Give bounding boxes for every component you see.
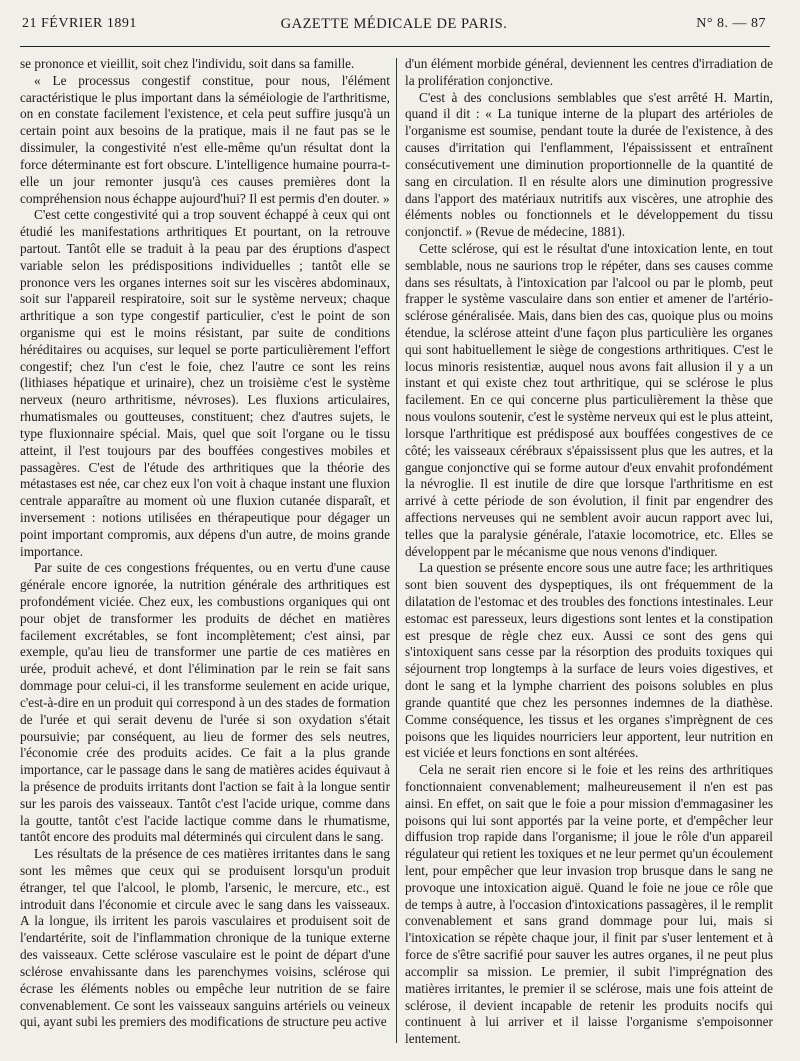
- header-issue-number: N° 8. — 87: [696, 16, 766, 31]
- page-header: [22, 12, 766, 40]
- paragraph: Cette sclérose, qui est le résultat d'une intoxication lente, en tout semblable, nous ne saurions trop le répéter, dans ses causes comme dans ses résultats, à l'intoxication par l'alcool ou par le plomb, peut frapper le système vasculaire dans son entier et amener de l'artério-sclérose généralisée. Mais, dans bien des cas, quoique plus ou moins étendue, la sclérose atteint d'une façon plus particulière les organes qui sont habituellement le siège de congestions arthritiques. C'est le locus minoris resistentiæ, auquel nous avons fait allusion il y a un instant et qui existe chez tout arthritique, qui se sclérose le plus facilement. En ce qui concerne plus particulièrement la thèse que nous voulons soutenir, c'est le système nerveux qui est le plus atteint, lorsque l'arthritique est prédisposé aux bouffées congestives de ce côté; les vaisseaux cérébraux s'épaississent plus que les autres, et la gangue conjonctive qui se forme autour d'eux envahit profondément la névroglie. Il est inutile de dire que lorsque l'arthritisme en est arrivé à cette période de son évolution, il finit par engendrer des affections nerveuses qui ne semblent avoir aucun rapport avec lui, telles que la paralysie générale, l'ataxie locomotrice, etc. Elles se développent par le mécanisme que nous venons d'indiquer.: [405, 240, 773, 559]
- header-journal-title: GAZETTE MÉDICALE DE PARIS.: [280, 16, 508, 32]
- paragraph: Les résultats de la présence de ces matières irritantes dans le sang sont les mêmes que ceux qui se produisent lorsqu'un produit étranger, tel que l'alcool, le plomb, l'arsenic, le mercure, etc., est introduit dans l'économie et circule avec le sang dans les vaisseaux. A la longue, ils irritent les parois vasculaires et produisent soit de l'endartérite, soit de l'inflammation chronique de la tunique externe des vaisseaux. Cette sclérose vasculaire est le point de départ d'une sclérose envahissante dans les parenchymes voisins, sclérose qui écrase les éléments nobles ou empêche leur nutrition de se faire convenablement. Ce sont les vaisseaux sanguins artériels ou veineux qui, ayant subi les premiers des modifications de structure peu active: [20, 846, 390, 1030]
- paragraph: La question se présente encore sous une autre face; les arthritiques sont bien souvent des dyspeptiques, ils ont fréquemment de la dilatation de l'estomac et des troubles des fonctions intestinales. Leur estomac est paresseux, leurs digestions sont lentes et la constipation est presque de règle chez eux. Aussi ce sont des gens qui s'intoxiquent sans cesse par la résorption des produits toxiques qui séjournent trop longtemps à la surface de leurs voies digestives, et dont le sang et la lymphe charrient des poisons solubles en plus grande quantité que chez les personnes indemnes de la diathèse. Comme conséquence, les tissus et les organes s'imprègnent de ces poisons que les liquides nourriciers leur apportent, leur nutrition en est viciée et leurs fonctions en sont altérées.: [405, 560, 773, 761]
- paragraph: se prononce et vieillit, soit chez l'individu, soit dans sa famille.: [20, 56, 355, 71]
- left-column: [20, 56, 390, 1031]
- paragraph: C'est cette congestivité qui a trop souvent échappé à ceux qui ont étudié les manifestations arthritiques Et pourtant, on la retrouve partout. Tantôt elle se traduit à la peau par des éruptions d'aspect variable selon les prédispositions individuelles ; tantôt elle se prononce vers les organes internes soit sur les viscères abdominaux, soit sur l'appareil respiratoire, soit sur le système nerveux; chaque arthritique a son type congestif particulier, c'est le point de son organisme qui est le moins résistant, par suite de conditions héréditaires ou acquises, sur lequel se porte particulièrement l'effort congestif; chez l'un c'est le foie, chez l'autre ce sont les reins (lithiases hépatique et urinaire), chez un troisième c'est le système nerveux (neuro arthritisme, névroses). Les fluxions articulaires, rhumatismales ou goutteuses, constituent; chez d'autres sujets, le type fluxionnaire spécial. Mais, quel que soit l'organe ou le tissu atteint, il l'est toujours par des bouffées congestives mobiles et passagères. C'est de l'étude des arthritiques que la théorie des métastases est née, car chez eux l'on voit à chaque instant une fluxion centrale apparaître au moment où une fluxion cutanée disparaît, et inversement : notions utilisées en thérapeutique pour dégager un point important compromis, aux dépens d'un autre, de moins grande importance.: [20, 207, 390, 559]
- paragraph: d'un élément morbide général, deviennent les centres d'irradiation de la prolifération conjonctive.: [405, 56, 773, 88]
- header-rule: [20, 46, 770, 47]
- paragraph: C'est à des conclusions semblables que s'est arrêté H. Martin, quand il dit : « La tunique interne de la plupart des artérioles de l'organisme est soumise, pendant toute la durée de l'existence, à des causes d'irritation qui l'enflamment, l'épaississent et entraînent consécutivement une diminution proportionnelle de la quantité de sang en circulation. Il en résulte alors une diminution progressive dans l'apport des matériaux nutritifs aux viscères, une atrophie des éléments nobles ou fonctionnels et le développement du tissu conjonctif. » (Revue de médecine, 1881).: [405, 89, 773, 240]
- paragraph: Cela ne serait rien encore si le foie et les reins des arthritiques fonctionnaient convenablement; malheureusement il n'en est pas ainsi. En effet, on sait que le foie a pour mission d'emmagasiner les poisons qui lui sont apportés par la veine porte, et d'empêcher leur diffusion trop rapide dans l'organisme; il joue le rôle d'un appareil régulateur qui retient les toxiques et ne leur permet qu'un écoulement lent, pour empêcher que leur invasion trop brusque dans le sang ne provoque une intoxication aiguë. Quand le foie ne joue ce rôle que de temps à autre, à l'occasion d'intoxications passagères, il le remplit convenablement et sans grand dommage pour lui, mais si l'intoxication se répète chaque jour, il finit par s'user lentement et à force de s'être sacrifié pour sauver les autres organes, il ne peut plus accomplir sa mission. Le premier, il subit l'imprégnation des matières irritantes, le premier il se sclérose, mais une fois atteint de sclérose, il devient incapable de retenir les produits nocifs qui continuent à lui arriver et il laisse l'organisme s'empoisonner lentement.: [405, 762, 773, 1047]
- paragraph: Par suite de ces congestions fréquentes, ou en vertu d'une cause générale encore ignorée, la nutrition générale des arthritiques est profondément viciée. Chez eux, les combustions organiques qui ont pour objet de transformer les produits de déchet en matières facilement excrétables, se font incomplètement; c'est ainsi, par exemple, qu'au lieu de transformer une partie de ces matières en urée, produit achevé, et dont l'élimination par le rein se fait sans dommage pour celui-ci, il les transforme seulement en acide urique, c'est-à-dire en un produit qui correspond à un des stades de formation de l'urée et qui serait devenu de l'urée si son oxydation s'était poursuivie; par conséquent, au lieu de former des sels neutres, l'économie crée des produits acides. Ce fait a la plus grande importance, car le passage dans le sang de matières acides équivaut à la présence de produits irritants dont l'action se fait à la longue sentir sur les parois des vaisseaux. Tantôt c'est l'acide urique, comme dans la goutte, tantôt c'est l'acide lactique comme dans le rhumatisme, tantôt encore des produits mal déterminés qui circulent dans le sang.: [20, 560, 390, 845]
- right-column: [405, 56, 773, 1048]
- header-date: 21 FÉVRIER 1891: [22, 16, 137, 31]
- paragraph: « Le processus congestif constitue, pour nous, l'élément caractéristique le plus important dans la séméiologie de l'arthritisme, on en constate facilement l'existence, et cela peut suffire jusqu'à un certain point aux besoins de la pratique, mais il ne faut pas se le dissimuler, la congestivité n'est elle-même qu'un résultat dont la force déterminante est fort obscure. L'intelligence humaine pourra-t-elle un jour remonter jusqu'à ces causes premières dont la compréhension nous échappe aujourd'hui? Il est permis d'en douter. »: [20, 72, 390, 206]
- column-divider: [396, 58, 397, 1043]
